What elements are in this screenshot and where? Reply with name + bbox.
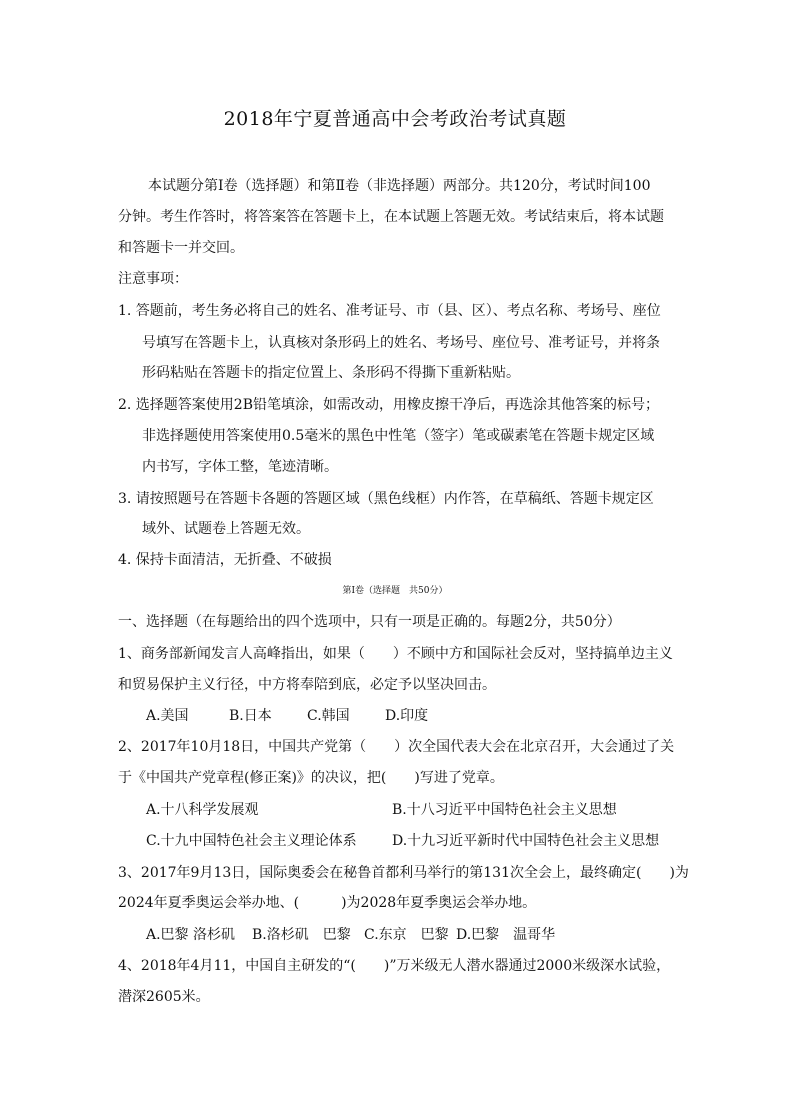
- document-title: 2018年宁夏普通高中会考政治考试真题: [223, 108, 567, 130]
- notice-2-line-2: 非选择题使用答案使用0.5毫米的黑色中性笔（签字）笔或碳素笔在答题卡规定区域: [142, 428, 655, 444]
- question-3-option-a: A.巴黎 洛杉矶: [146, 927, 236, 943]
- notice-3-line-2: 域外、试题卷上答题无效。: [142, 521, 310, 537]
- question-1-option-a: A.美国: [146, 708, 189, 724]
- question-2-line-2: 于《中国共产党章程(修正案)》的决议，把( )写进了党章。: [118, 770, 504, 786]
- question-2-option-c: C.十九中国特色社会主义理论体系: [146, 833, 357, 849]
- question-3-line-1: 3、2017年9月13日，国际奥委会在秘鲁首都利马举行的第131次全会上，最终确定( )为: [118, 865, 689, 881]
- question-3-option-d: D.巴黎 温哥华: [456, 927, 556, 943]
- question-1-option-c: C.韩国: [307, 708, 350, 724]
- part-heading: 一、选择题（在每题给出的四个选项中，只有一项是正确的。每题2分，共50分）: [118, 614, 621, 630]
- notice-3-line-1: 3. 请按照题号在答题卡各题的答题区域（黑色线框）内作答，在草稿纸、答题卡规定区: [118, 491, 654, 507]
- question-1-option-b: B.日本: [229, 708, 272, 724]
- notice-1-line-3: 形码粘贴在答题卡的指定位置上、条形码不得撕下重新粘贴。: [142, 365, 520, 381]
- question-2-line-1: 2、2017年10月18日，中国共产党第（ ）次全国代表大会在北京召开，大会通过了关: [118, 739, 675, 755]
- notice-1-line-1: 1. 答题前，考生务必将自己的姓名、准考证号、市（县、区）、考点名称、考场号、座位: [118, 303, 661, 319]
- notice-2-line-1: 2. 选择题答案使用2B铅笔填涂，如需改动，用橡皮擦干净后，再选涂其他答案的标号；: [118, 397, 660, 413]
- question-3-line-2: 2024年夏季奥运会举办地、( )为2028年夏季奥运会举办地。: [118, 895, 537, 911]
- question-4-line-1: 4、2018年4月11，中国自主研发的“( )”万米级无人潜水器通过2000米级深水试验，: [118, 958, 671, 974]
- question-1-line-1: 1、商务部新闻发言人高峰指出，如果（ ）不顾中方和国际社会反对，坚持搞单边主义: [118, 646, 673, 662]
- question-2-option-a: A.十八科学发展观: [146, 802, 259, 818]
- notice-4-line-1: 4. 保持卡面清洁，无折叠、不破损: [118, 552, 332, 568]
- question-3-option-c: C.东京 巴黎: [364, 927, 449, 943]
- question-1-line-2: 和贸易保护主义行径，中方将奉陪到底，必定予以坚决回击。: [118, 677, 496, 693]
- question-4-line-2: 潜深2605米。: [118, 989, 210, 1005]
- section-title: 第Ⅰ卷（选择题 共50分）: [342, 586, 448, 596]
- question-2-option-d: D.十九习近平新时代中国特色社会主义思想: [392, 833, 660, 849]
- question-1-option-d: D.印度: [385, 708, 429, 724]
- intro-line-1: 本试题分第Ⅰ卷（选择题）和第Ⅱ卷（非选择题）两部分。共120分，考试时间100: [148, 178, 651, 194]
- question-3-option-b: B.洛杉矶 巴黎: [252, 927, 351, 943]
- notice-heading: 注意事项：: [118, 271, 188, 287]
- notice-1-line-2: 号填写在答题卡上，认真核对条形码上的姓名、考场号、座位号、准考证号，并将条: [142, 335, 660, 351]
- notice-2-line-3: 内书写，字体工整，笔迹清晰。: [142, 459, 338, 475]
- intro-line-2: 分钟。考生作答时，将答案答在答题卡上，在本试题上答题无效。考试结束后，将本试题: [118, 209, 664, 225]
- question-2-option-b: B.十八习近平中国特色社会主义思想: [392, 802, 617, 818]
- intro-line-3: 和答题卡一并交回。: [118, 240, 244, 256]
